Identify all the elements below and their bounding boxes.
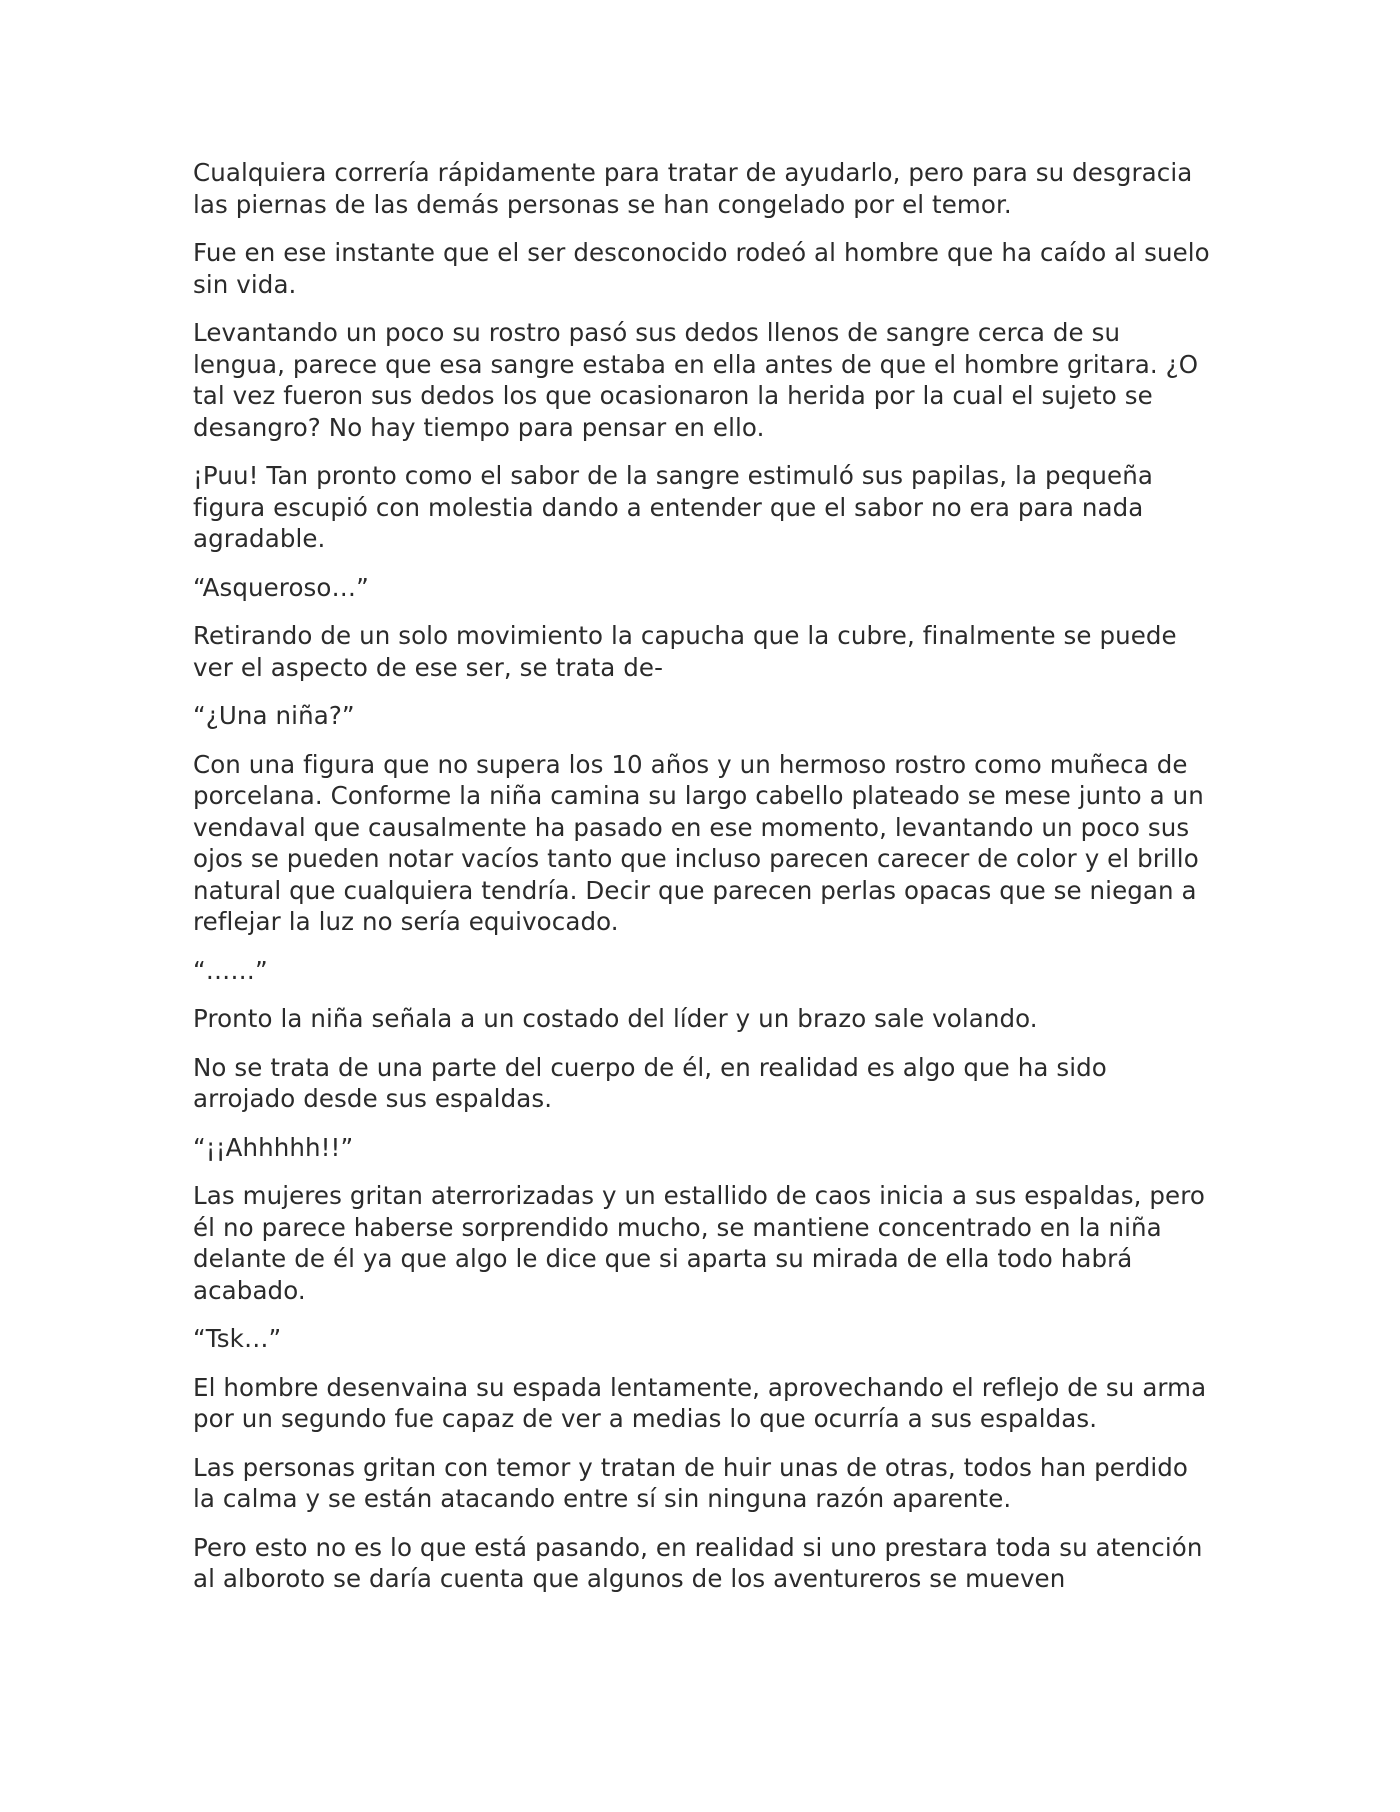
paragraph: Pronto la niña señala a un costado del líder y un brazo sale volando. <box>193 1004 1038 1033</box>
document-body <box>193 157 1213 1612</box>
paragraph: Retirando de un solo movimiento la capucha que la cubre, finalmente se puede ver el aspecto de ese ser, se trata de- <box>193 621 1177 682</box>
paragraph: ¡Puu! Tan pronto como el sabor de la sangre estimuló sus papilas, la pequeña figura escupió con molestia dando a entender que el sabor no era para nada agradable. <box>193 461 1153 553</box>
dialogue-line: “¿Una niña?” <box>193 701 355 730</box>
paragraph: Cualquiera correría rápidamente para tratar de ayudarlo, pero para su desgracia las piernas de las demás personas se han congelado por el temor. <box>193 158 1193 219</box>
paragraph: El hombre desenvaina su espada lentamente, aprovechando el reflejo de su arma por un segundo fue capaz de ver a medias lo que ocurría a sus espaldas. <box>193 1372 1207 1433</box>
paragraph: Pero esto no es lo que está pasando, en realidad si uno prestara toda su atención al alboroto se daría cuenta que algunos de los aventureros se mueven <box>193 1532 1203 1593</box>
paragraph: Con una figura que no supera los 10 años y un hermoso rostro como muñeca de porcelana. Conforme la niña camina su largo cabello plateado se mese junto a un vendaval que causalmente ha pasado en ese momento, levantando un poco sus ojos se pueden notar vacíos tanto que incluso parecen carecer de color y el brillo natural que cualquiera tendría. Decir que parecen perlas opacas que se niegan a reflejar la luz no sería equivocado. <box>193 749 1204 936</box>
paragraph: No se trata de una parte del cuerpo de él, en realidad es algo que ha sido arrojado desde sus espaldas. <box>193 1052 1107 1113</box>
dialogue-line: “¡¡Ahhhhh!!” <box>193 1132 354 1162</box>
dialogue-line: “……” <box>193 955 268 985</box>
paragraph: Las mujeres gritan aterrorizadas y un estallido de caos inicia a sus espaldas, pero él no parece haberse sorprendido mucho, se mantiene concentrado en la niña delante de él ya que algo le dice que si aparta su mirada de ella todo habrá acabado. <box>193 1181 1205 1305</box>
paragraph: Las personas gritan con temor y tratan de huir unas de otras, todos han perdido la calma y se están atacando entre sí sin ninguna razón aparente. <box>193 1452 1189 1513</box>
paragraph: Fue en ese instante que el ser desconocido rodeó al hombre que ha caído al suelo sin vida. <box>193 238 1210 299</box>
paragraph: Levantando un poco su rostro pasó sus dedos llenos de sangre cerca de su lengua, parece que esa sangre estaba en ella antes de que el hombre gritara. ¿O tal vez fueron sus dedos los que ocasionaron la herida por la cual el sujeto se desangro? No hay tiempo para pensar en ello. <box>193 318 1199 442</box>
dialogue-line: “Tsk…” <box>193 1324 282 1353</box>
dialogue-line: “Asqueroso…” <box>193 572 369 602</box>
